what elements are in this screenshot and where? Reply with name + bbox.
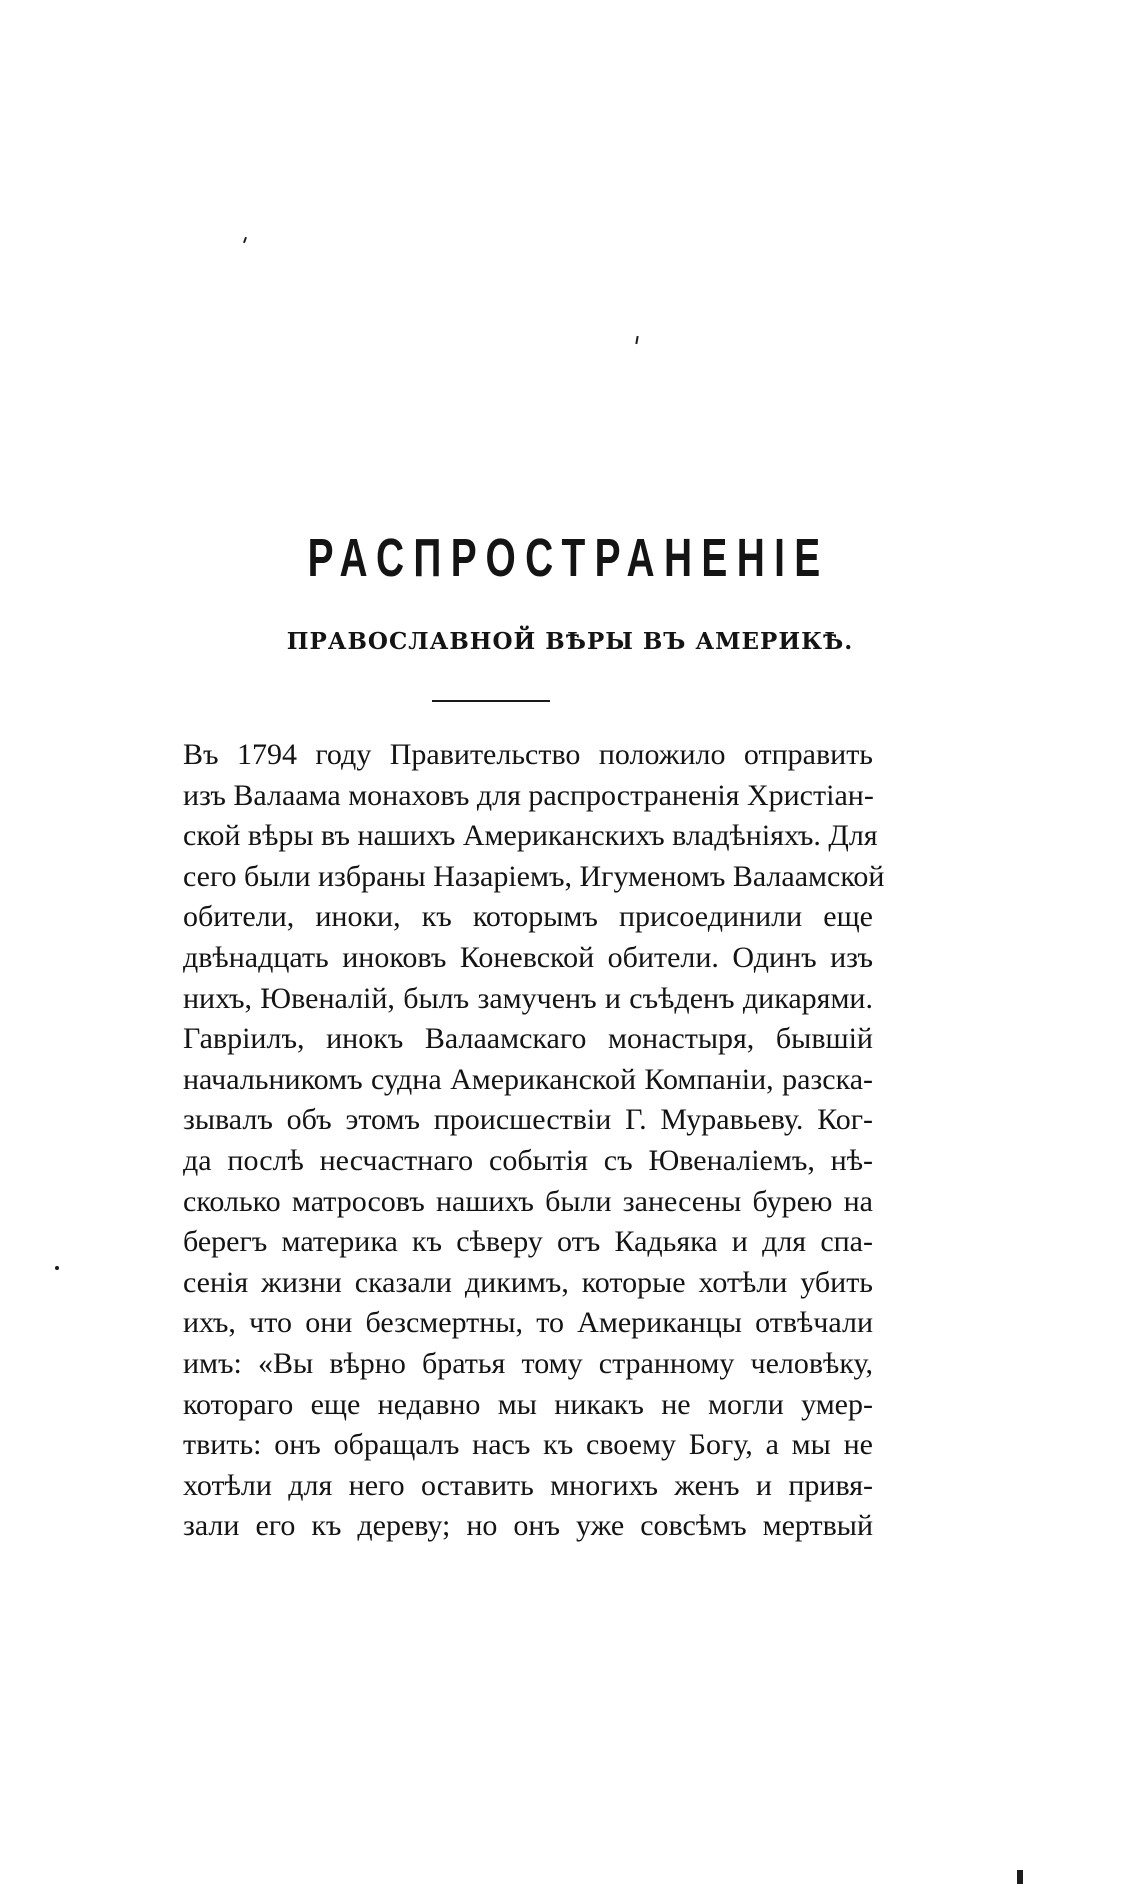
text-line: сколько матросовъ нашихъ были занесены бурею на	[183, 1184, 873, 1218]
text-line: изъ Валаама монаховъ для распространенія Христіан-	[183, 778, 874, 812]
text-line: да послѣ несчастнаго событія съ Ювеналіемъ, нѣ-	[183, 1143, 873, 1177]
text-line: зывалъ объ этомъ происшествіи Г. Муравьеву. Ког-	[183, 1103, 873, 1137]
text-line: ской вѣры въ нашихъ Американскихъ владѣніяхъ. Для	[183, 819, 878, 853]
text-line: двѣнадцать иноковъ Коневской обители. Одинъ изъ	[183, 940, 873, 974]
text-line: сего были избраны Назаріемъ, Игуменомъ Валаамской	[183, 859, 885, 893]
scan-speck	[635, 336, 638, 344]
scan-speck	[243, 237, 247, 243]
body-text	[183, 735, 885, 1547]
text-line: имъ: «Вы вѣрно братья тому странному человѣку,	[183, 1346, 873, 1380]
text-line: Въ 1794 году Правительство положило отправить	[183, 738, 873, 771]
scan-speck	[1017, 1870, 1023, 1884]
text-line: зали его къ дереву; но онъ уже совсѣмъ мертвый	[183, 1509, 873, 1543]
chapter-subtitle: ПРАВОСЛАВНОЙ ВѢРЫ ВЪ АМЕРИКѢ.	[286, 628, 854, 655]
text-line: Гавріилъ, инокъ Валаамскаго монастыря, бывшій	[183, 1022, 873, 1056]
text-line: начальникомъ судна Американской Компаніи, разска-	[183, 1062, 873, 1096]
chapter-title: РАСПРОСТРАНЕНІЕ	[307, 528, 830, 588]
scan-speck	[55, 1266, 59, 1270]
text-line: сенія жизни сказали дикимъ, которые хотѣли убить	[183, 1265, 873, 1299]
text-line: нихъ, Ювеналій, былъ замученъ и съѣденъ дикарями.	[183, 981, 873, 1015]
text-line: хотѣли для него оставить многихъ женъ и привя-	[183, 1468, 873, 1502]
title-divider	[432, 700, 550, 702]
text-line: котораго еще недавно мы никакъ не могли умер-	[183, 1387, 873, 1421]
text-line: твить: онъ обращалъ насъ къ своему Богу, а мы не	[183, 1428, 873, 1462]
text-line: ихъ, что они безсмертны, то Американцы отвѣчали	[183, 1306, 873, 1340]
text-line: обители, иноки, къ которымъ присоединили еще	[183, 900, 873, 934]
text-line: берегъ материка къ сѣверу отъ Кадьяка и для спа-	[183, 1225, 873, 1259]
